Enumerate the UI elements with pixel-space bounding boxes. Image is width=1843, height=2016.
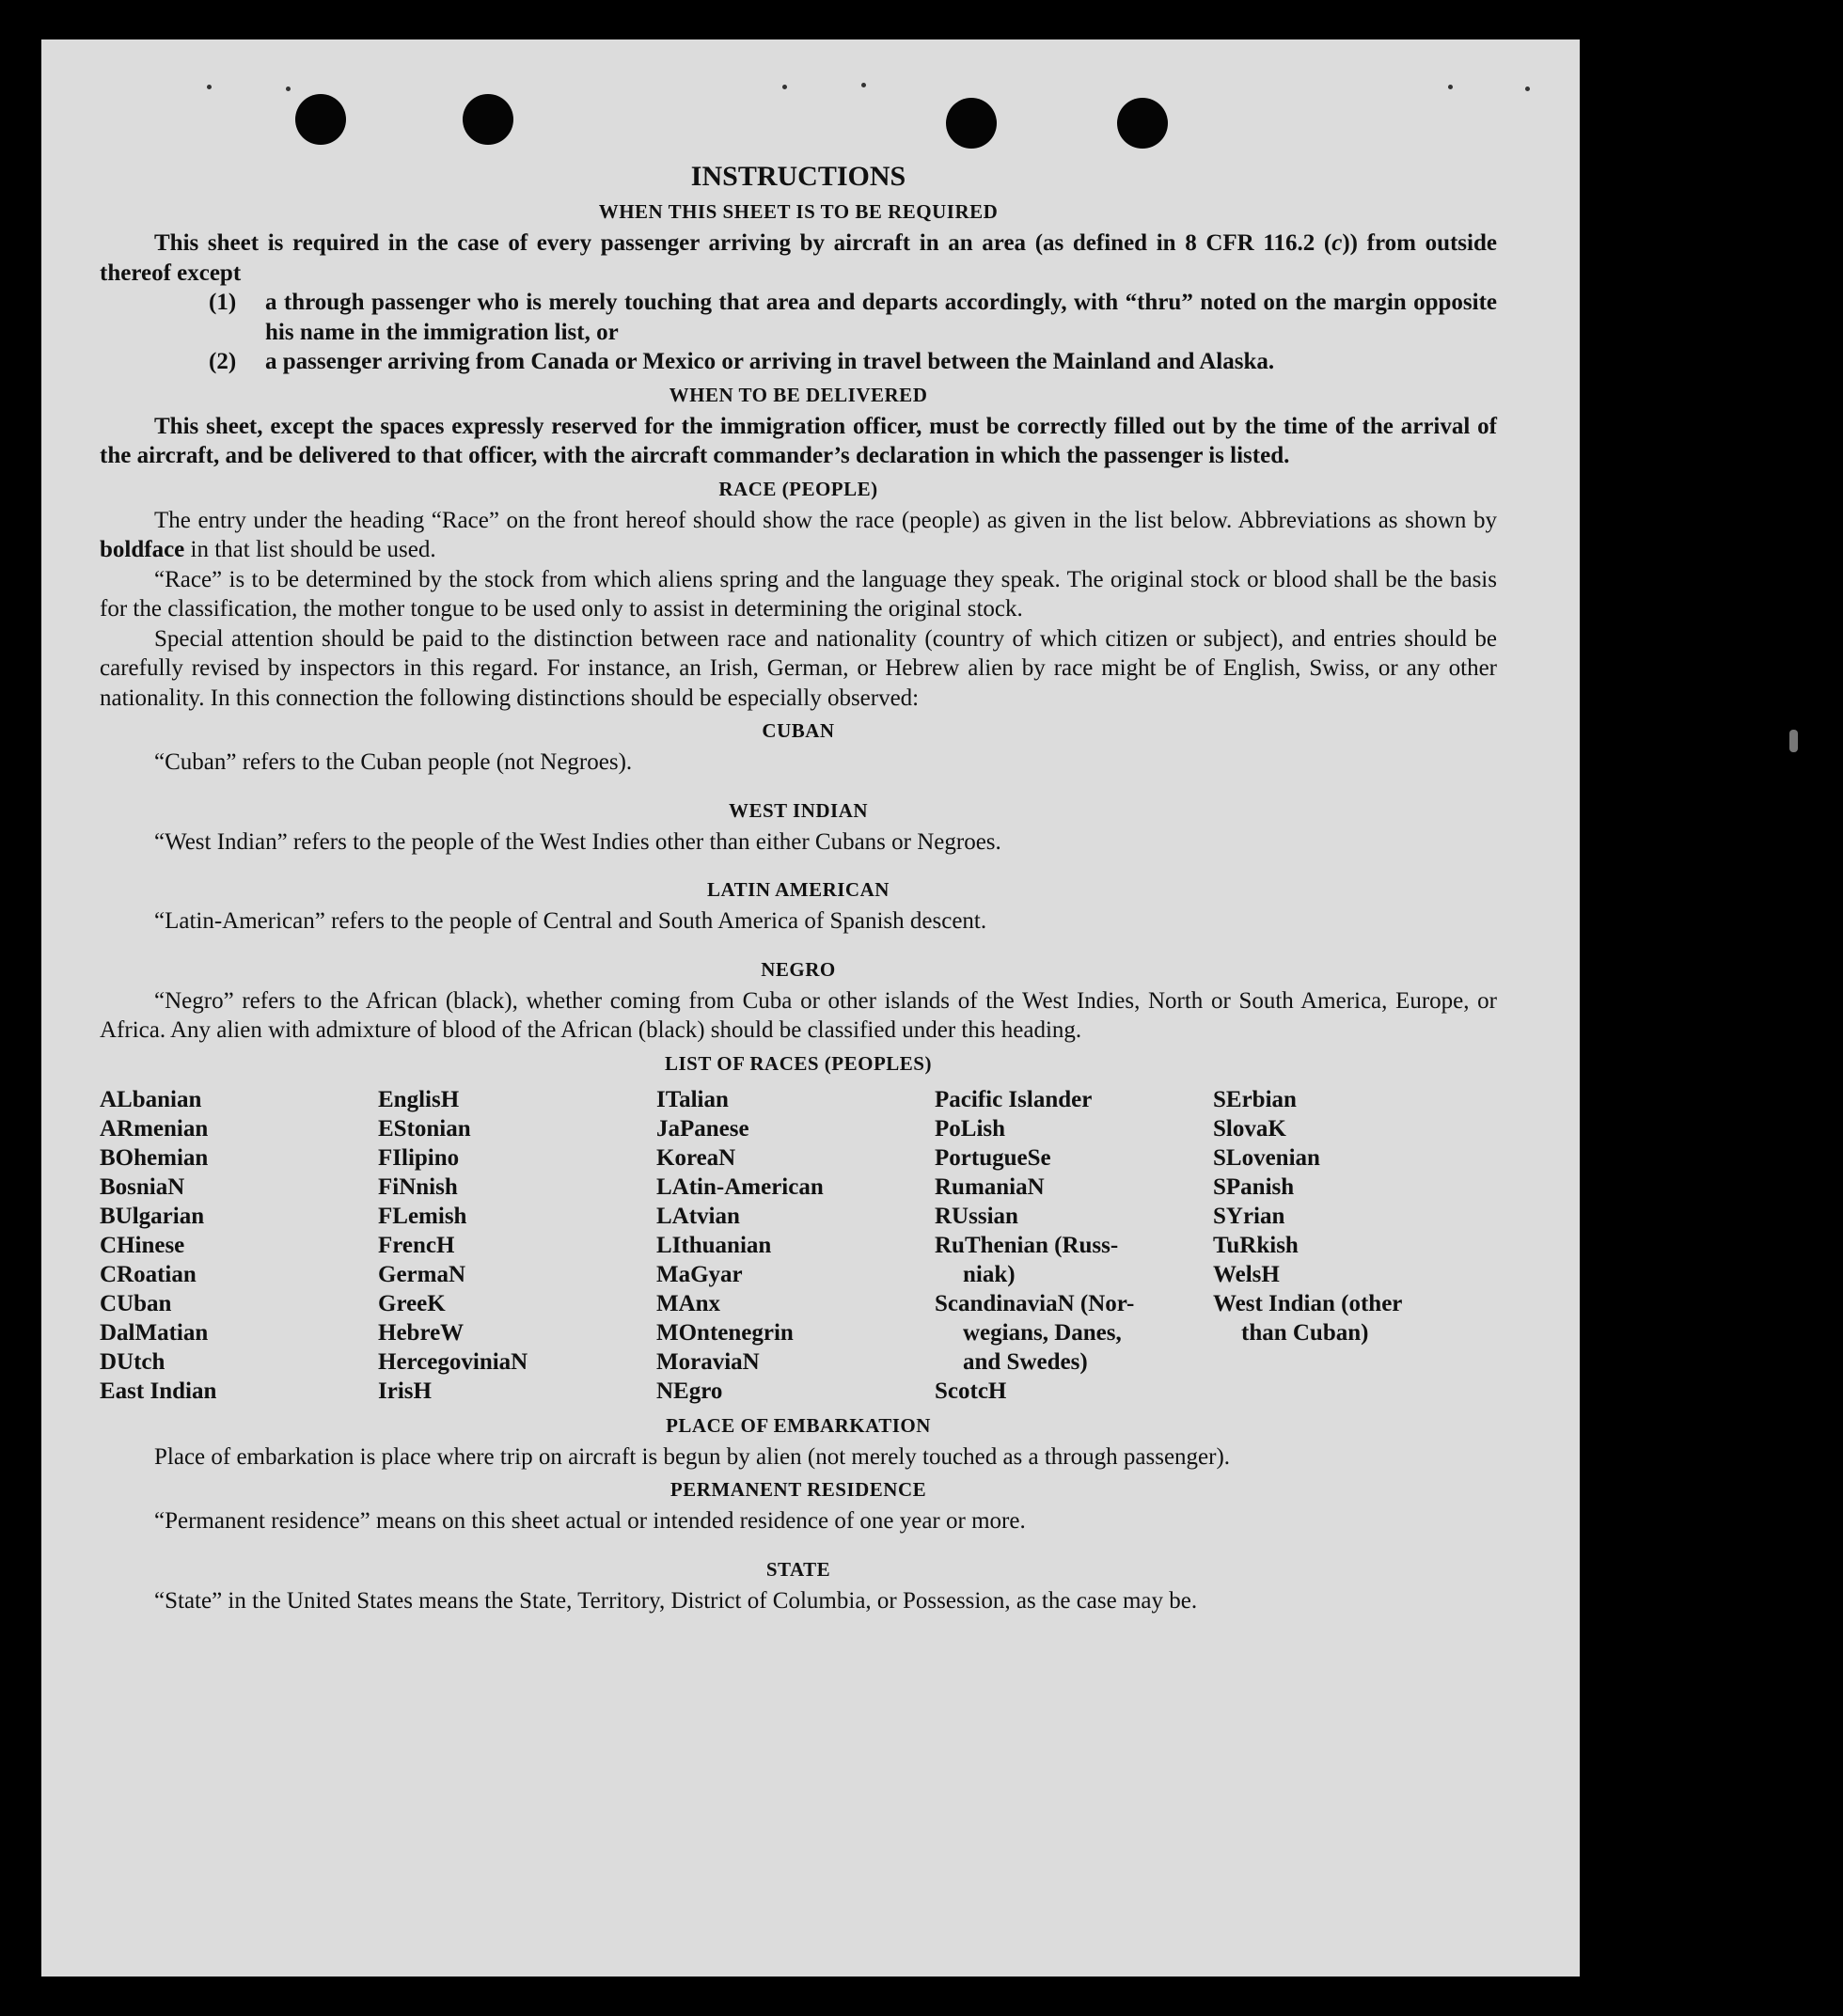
intro-text-b: )) from outside thereof except	[100, 230, 1497, 286]
race-entry: BUlgarian	[100, 1203, 205, 1229]
race-entry: niak)	[963, 1261, 1016, 1287]
punch-hole	[295, 94, 346, 145]
race-entry: WelsH	[1213, 1261, 1280, 1287]
punch-hole	[463, 94, 513, 145]
list-item	[100, 288, 1497, 347]
list-item	[100, 347, 1497, 377]
race-entry: DalMatian	[100, 1319, 209, 1346]
race-p1-text-b: in that list should be used.	[184, 537, 436, 562]
race-entry: CUban	[100, 1290, 172, 1316]
residence-text: “Permanent residence” means on this sheet actual or intended residence of one year or more.	[154, 1508, 1026, 1534]
race-entry: FIlipino	[378, 1144, 460, 1171]
race-entry: IrisH	[378, 1378, 432, 1404]
race-entry: SlovaK	[1213, 1115, 1286, 1142]
race-entry: FrencH	[378, 1232, 455, 1258]
race-entry: West Indian (other	[1213, 1290, 1403, 1316]
race-entry: CRoatian	[100, 1261, 197, 1287]
spacer	[100, 857, 1497, 872]
race-entry: MoraviaN	[656, 1348, 760, 1375]
race-entry: TuRkish	[1213, 1232, 1299, 1258]
heading-west-indian: WEST INDIAN	[728, 798, 869, 822]
races-column	[935, 1085, 1213, 1406]
race-entry: ALbanian	[100, 1086, 202, 1112]
spacer	[100, 937, 1497, 952]
item-text: a passenger arriving from Canada or Mexico or arriving in travel between the Mainland and Alaska.	[265, 349, 1275, 374]
race-entry: ScotcH	[935, 1378, 1007, 1404]
punch-hole	[1117, 98, 1168, 149]
spacer	[100, 1536, 1497, 1551]
race-entry: ITalian	[656, 1086, 729, 1112]
heading-embarkation: PLACE OF EMBARKATION	[666, 1413, 931, 1437]
punch-hole	[946, 98, 997, 149]
state-text: “State” in the United States means the State, Territory, District of Columbia, or Possession, as the case may be.	[154, 1587, 1198, 1614]
paper-speck	[286, 87, 291, 91]
race-paragraph-3: Special attention should be paid to the distinction between race and nationality (country of which citizen or subject), and entries should be carefully revised by inspectors in this regard. For instance, an Irish, German, or Hebrew alien by race might be of English, Swiss, or any other nationality. In this connection the following distinctions should be especially observed:	[100, 625, 1497, 711]
race-entry: than Cuban)	[1241, 1319, 1369, 1346]
paper-speck	[207, 85, 212, 89]
race-entry: PortugueSe	[935, 1144, 1051, 1171]
item-number: (2)	[209, 349, 237, 374]
document-page	[41, 39, 1580, 1977]
race-entry: MAnx	[656, 1290, 721, 1316]
when-required-intro	[100, 228, 1497, 288]
race-entry: RUssian	[935, 1203, 1018, 1229]
heading-race: RACE (PEOPLE)	[718, 477, 878, 500]
race-entry: NEgro	[656, 1378, 723, 1404]
heading-negro: NEGRO	[761, 957, 836, 981]
intro-text-c: c	[1331, 230, 1343, 256]
race-entry: RumaniaN	[935, 1173, 1045, 1200]
race-entry: FLemish	[378, 1203, 467, 1229]
embarkation-text: Place of embarkation is place where trip on aircraft is begun by alien (not merely touched as a through passenger).	[154, 1443, 1231, 1470]
race-entry: CHinese	[100, 1232, 185, 1258]
west-indian-text: “West Indian” refers to the people of the West Indies other than either Cubans or Negroes.	[154, 828, 1001, 855]
race-entry: DUtch	[100, 1348, 165, 1375]
race-entry: HercegoviniaN	[378, 1348, 528, 1375]
spacer	[100, 778, 1497, 793]
races-column	[378, 1085, 656, 1406]
heading-cuban: CUBAN	[762, 719, 835, 742]
heading-latin-american: LATIN AMERICAN	[707, 878, 890, 901]
negro-text: “Negro” refers to the African (black), whether coming from Cuba or other islands of the West Indies, North or South America, Europe, or Africa. Any alien with admixture of blood of the African (black) should be classified under this heading.	[100, 987, 1497, 1043]
paper-speck	[782, 85, 787, 89]
race-entry: FiNnish	[378, 1173, 458, 1200]
page-title: INSTRUCTIONS	[690, 161, 906, 192]
races-table	[100, 1085, 1497, 1406]
heading-state: STATE	[765, 1557, 831, 1581]
latin-american-text: “Latin-American” refers to the people of Central and South America of Spanish descent.	[154, 908, 987, 934]
race-entry: ScandinaviaN (Nor-	[935, 1290, 1135, 1316]
race-entry: LAtvian	[656, 1203, 740, 1229]
race-p1-text-a: The entry under the heading “Race” on the front hereof should show the race (people) as given in the list below. Abbreviations as shown by	[154, 507, 1497, 533]
heading-permanent-residence: PERMANENT RESIDENCE	[669, 1478, 927, 1501]
race-entry: KoreaN	[656, 1144, 736, 1171]
race-p1-bold: boldface	[100, 537, 185, 562]
race-entry: EStonian	[378, 1115, 471, 1142]
paper-speck	[1448, 85, 1453, 89]
race-entry: SErbian	[1213, 1086, 1297, 1112]
race-entry: SLovenian	[1213, 1144, 1320, 1171]
race-entry: BOhemian	[100, 1144, 209, 1171]
race-paragraph-2: “Race” is to be determined by the stock from which aliens spring and the language they speak. The original stock or blood shall be the basis for the classification, the mother tongue to be used only to assist in determining the original stock.	[100, 566, 1497, 622]
race-entry: SPanish	[1213, 1173, 1295, 1200]
race-entry: East Indian	[100, 1378, 217, 1404]
race-entry: PoLish	[935, 1115, 1006, 1142]
race-entry: JaPanese	[656, 1115, 749, 1142]
race-entry: GermaN	[378, 1261, 466, 1287]
races-column	[1213, 1085, 1491, 1406]
race-entry: ARmenian	[100, 1115, 209, 1142]
scan-artifact	[1789, 730, 1798, 752]
race-paragraph-1	[100, 506, 1497, 565]
paper-speck	[861, 83, 866, 87]
race-entry: EnglisH	[378, 1086, 460, 1112]
race-entry: MaGyar	[656, 1261, 743, 1287]
race-entry: LAtin-American	[656, 1173, 824, 1200]
race-entry: GreeK	[378, 1290, 446, 1316]
heading-when-delivered: WHEN TO BE DELIVERED	[669, 383, 928, 406]
race-entry: wegians, Danes,	[963, 1319, 1122, 1346]
heading-when-required: WHEN THIS SHEET IS TO BE REQUIRED	[598, 200, 999, 223]
race-entry: BosniaN	[100, 1173, 185, 1200]
races-column	[656, 1085, 935, 1406]
race-entry: RuThenian (Russ-	[935, 1232, 1119, 1258]
race-entry: LIthuanian	[656, 1232, 772, 1258]
race-entry: MOntenegrin	[656, 1319, 794, 1346]
item-number: (1)	[209, 290, 237, 315]
race-entry: Pacific Islander	[935, 1086, 1093, 1112]
race-entry: SYrian	[1213, 1203, 1285, 1229]
instructions-content	[100, 160, 1497, 1615]
intro-text-a: This sheet is required in the case of every passenger arriving by aircraft in an area (as defined in 8 CFR 116.2 (	[154, 230, 1332, 256]
cuban-text: “Cuban” refers to the Cuban people (not Negroes).	[154, 749, 633, 775]
race-entry: HebreW	[378, 1319, 465, 1346]
paper-speck	[1525, 87, 1530, 91]
heading-list-of-races: LIST OF RACES (PEOPLES)	[665, 1051, 932, 1075]
race-entry: and Swedes)	[963, 1348, 1088, 1375]
races-column	[100, 1085, 378, 1406]
item-text: a through passenger who is merely touching that area and departs accordingly, with “thru” noted on the margin opposite his name in the immigration list, or	[265, 290, 1497, 345]
when-delivered-text: This sheet, except the spaces expressly reserved for the immigration officer, must be correctly filled out by the time of the arrival of the aircraft, and be delivered to that officer, with the aircraft commander’s declaration in which the passenger is listed.	[100, 413, 1497, 468]
